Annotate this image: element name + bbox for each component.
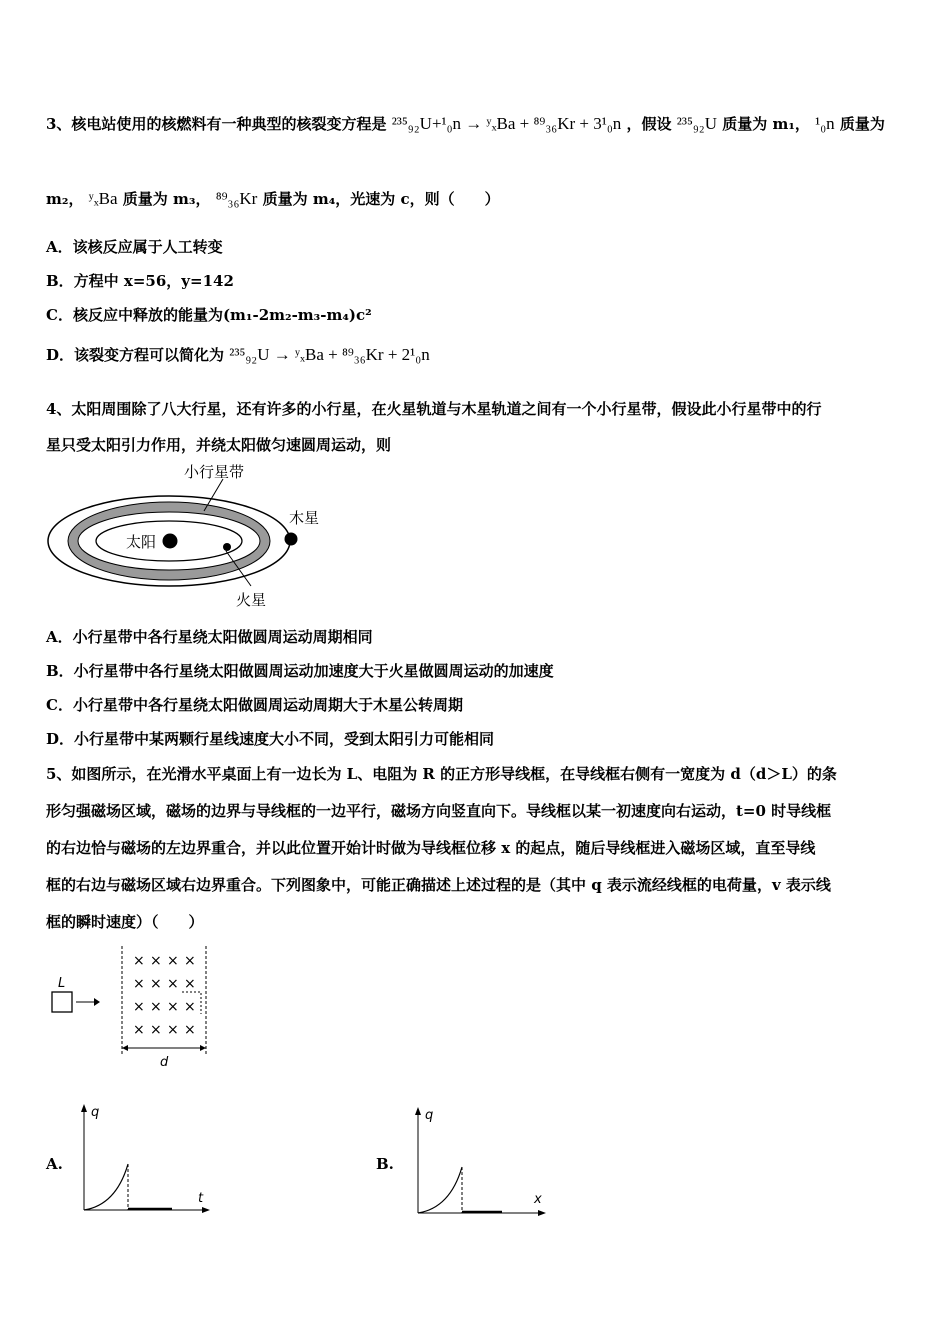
graph-b-y-label: q (425, 1108, 434, 1123)
q5-option-b-label: B. (376, 1155, 394, 1173)
mars-dot (223, 543, 231, 551)
q4-line1: 4、太阳周围除了八大行星，还有许多的小行星，在火星轨道与木星轨道之间有一个小行星带，假设此小行星带中的行 (46, 400, 822, 418)
d-label: d (160, 1055, 169, 1070)
q5-option-a-label: A. (46, 1155, 63, 1173)
L-label: L (58, 976, 66, 991)
q3-line2 (46, 188, 500, 209)
q3-mass3: 质量为 m₃， (122, 190, 211, 208)
svg-text:×: × (150, 999, 162, 1015)
q3-option-b: B．方程中 x=56，y=142 (46, 272, 234, 290)
jupiter-dot (285, 533, 298, 546)
field-crosses (133, 953, 196, 1038)
svg-text:×: × (133, 999, 145, 1015)
q3-mass4: 质量为 m₄，光速为 c，则（ ） (262, 190, 500, 208)
graph-a-x-arrow (202, 1207, 210, 1213)
svg-text:×: × (167, 999, 179, 1015)
graph-a (76, 1100, 216, 1220)
q5-line5: 框的瞬时速度）（ ） (46, 913, 204, 931)
solar-orbit-figure (44, 463, 334, 613)
q3-option-a: A．该核反应属于人工转变 (46, 238, 223, 256)
mars-label: 火星 (236, 591, 267, 609)
svg-text:×: × (184, 976, 196, 992)
q3-option-d-text: D．该裂变方程可以简化为 (46, 346, 225, 364)
svg-text:×: × (167, 1022, 179, 1038)
svg-text:×: × (167, 976, 179, 992)
svg-text:×: × (150, 1022, 162, 1038)
q3-line1 (46, 113, 885, 134)
q5-line1: 5、如图所示，在光滑水平桌面上有一边长为 L、电阻为 R 的正方形导线框，在导线框右侧有一宽度为 d（d＞L）的条 (46, 765, 837, 783)
svg-text:×: × (150, 953, 162, 969)
q4-line2: 星只受太阳引力作用，并绕太阳做匀速圆周运动，则 (46, 436, 392, 454)
d-arrow-right (200, 1045, 206, 1051)
svg-text:×: × (133, 953, 145, 969)
magnetic-field-figure (44, 942, 214, 1072)
d-arrow-left (122, 1045, 128, 1051)
q3-m2: m₂， (46, 190, 84, 208)
graph-b-y-arrow (415, 1107, 421, 1115)
q3-neutron-symbol: ¹₀n (815, 114, 835, 133)
q3-mid: ，假设 (626, 115, 672, 133)
q4-option-a: A．小行星带中各行星绕太阳做圆周运动周期相同 (46, 628, 373, 646)
sun-label: 太阳 (126, 533, 157, 551)
graph-a-x-label: t (198, 1191, 204, 1206)
graph-b-x-arrow (538, 1210, 546, 1216)
svg-text:×: × (184, 1022, 196, 1038)
svg-text:×: × (133, 1022, 145, 1038)
belt-label: 小行星带 (184, 463, 245, 481)
q5-line2: 形匀强磁场区域，磁场的边界与导线框的一边平行，磁场方向竖直向下。导线框以某一初速度向右运动，t=0 时导线框 (46, 802, 832, 820)
q5-line4: 框的右边与磁场区域右边界重合。下列图象中，可能正确描述上述过程的是（其中 q 表示流经线框的电荷量，v 表示线 (46, 876, 831, 894)
square-loop (52, 992, 72, 1012)
graph-b-curve (418, 1167, 462, 1213)
jupiter-label: 木星 (289, 509, 320, 527)
q3-intro: 3、核电站使用的核燃料有一种典型的核裂变方程是 (46, 115, 387, 133)
svg-text:×: × (184, 999, 196, 1015)
q3-uranium-symbol: ²³⁵₉₂U (676, 114, 718, 133)
svg-text:×: × (150, 976, 162, 992)
graph-a-curve (84, 1164, 128, 1210)
q3-option-d (46, 344, 430, 365)
graph-b-x-label: x (534, 1192, 542, 1207)
q3-mass1: 质量为 m₁， (722, 115, 810, 133)
svg-text:×: × (184, 953, 196, 969)
svg-text:×: × (133, 976, 145, 992)
svg-text:×: × (167, 953, 179, 969)
q3-option-c: C．核反应中释放的能量为(m₁-2m₂-m₃-m₄)c² (46, 306, 372, 324)
arrow-head (94, 998, 100, 1006)
q3-fission-equation: ²³⁵₉₂U+¹₀n → ʸₓBa + ⁸⁹₃₆Kr + 3¹₀n (391, 114, 622, 133)
q3-krypton-symbol: ⁸⁹₃₆Kr (215, 189, 258, 208)
graph-a-y-label: q (91, 1105, 100, 1120)
q4-option-c: C．小行星带中各行星绕太阳做圆周运动周期大于木星公转周期 (46, 696, 463, 714)
q3-mass2-head: 质量为 (839, 115, 885, 133)
q3-barium-symbol: ʸₓBa (88, 189, 118, 208)
q4-option-b: B．小行星带中各行星绕太阳做圆周运动加速度大于火星做圆周运动的加速度 (46, 662, 554, 680)
q4-option-d: D．小行星带中某两颗行星线速度大小不同，受到太阳引力可能相同 (46, 730, 495, 748)
q5-line3: 的右边恰与磁场的左边界重合，并以此位置开始计时做为导线框位移 x 的起点，随后导线框进入磁场区域，直至导线 (46, 839, 816, 857)
q3-option-d-formula: ²³⁵₉₂U → ʸₓBa + ⁸⁹₃₆Kr + 2¹₀n (229, 345, 430, 364)
sun-dot (163, 534, 178, 549)
graph-b (410, 1103, 555, 1223)
graph-a-y-arrow (81, 1104, 87, 1112)
